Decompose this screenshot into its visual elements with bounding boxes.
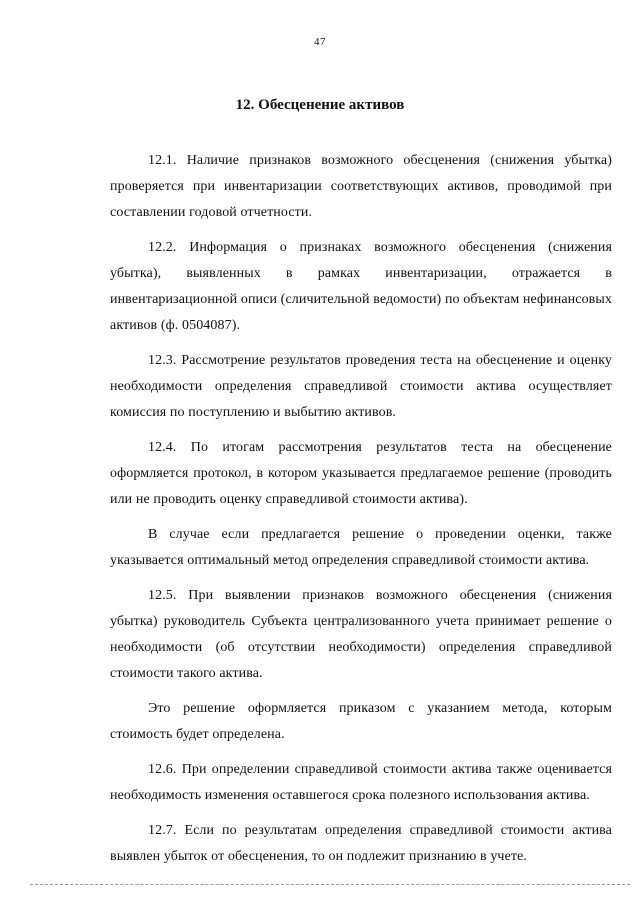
body-text bbox=[110, 148, 612, 879]
paragraph-12-5: 12.5. При выявлении признаков возможного обесценения (снижения убытка) руководитель Субъекта централизованного учета принимает решение о необходимости (об отсутствии необходимости) определения справедливой стоимости такого актива. bbox=[110, 588, 612, 681]
bottom-divider bbox=[30, 884, 630, 885]
page-number: 47 bbox=[314, 36, 326, 48]
section-title: 12. Обесценение активов bbox=[235, 97, 405, 113]
paragraph-12-6: 12.6. При определении справедливой стоимости актива также оценивается необходимость изменения оставшегося срока полезного использования актива. bbox=[110, 762, 612, 803]
paragraph-12-1: 12.1. Наличие признаков возможного обесценения (снижения убытка) проверяется при инвентаризации соответствующих активов, проводимой при составлении годовой отчетности. bbox=[110, 153, 612, 220]
paragraph-12-5-continued: Это решение оформляется приказом с указанием метода, которым стоимость будет определена. bbox=[110, 701, 612, 742]
paragraph-12-4: 12.4. По итогам рассмотрения результатов теста на обесценение оформляется протокол, в котором указывается предлагаемое решение (проводить или не проводить оценку справедливой стоимости актива). bbox=[110, 440, 612, 507]
paragraph-12-2: 12.2. Информация о признаках возможного обесценения (снижения убытка), выявленных в рамках инвентаризации, отражается в инвентаризационной описи (сличительной ведомости) по объектам нефинансовых активов (ф. 0504087). bbox=[110, 240, 612, 333]
paragraph-12-4-continued: В случае если предлагается решение о проведении оценки, также указывается оптимальный метод определения справедливой стоимости актива. bbox=[110, 527, 612, 568]
paragraph-12-3: 12.3. Рассмотрение результатов проведения теста на обесценение и оценку необходимости определения справедливой стоимости актива осуществляет комиссия по поступлению и выбытию активов. bbox=[110, 353, 612, 420]
paragraph-12-7: 12.7. Если по результатам определения справедливой стоимости актива выявлен убыток от обесценения, то он подлежит признанию в учете. bbox=[110, 823, 612, 864]
